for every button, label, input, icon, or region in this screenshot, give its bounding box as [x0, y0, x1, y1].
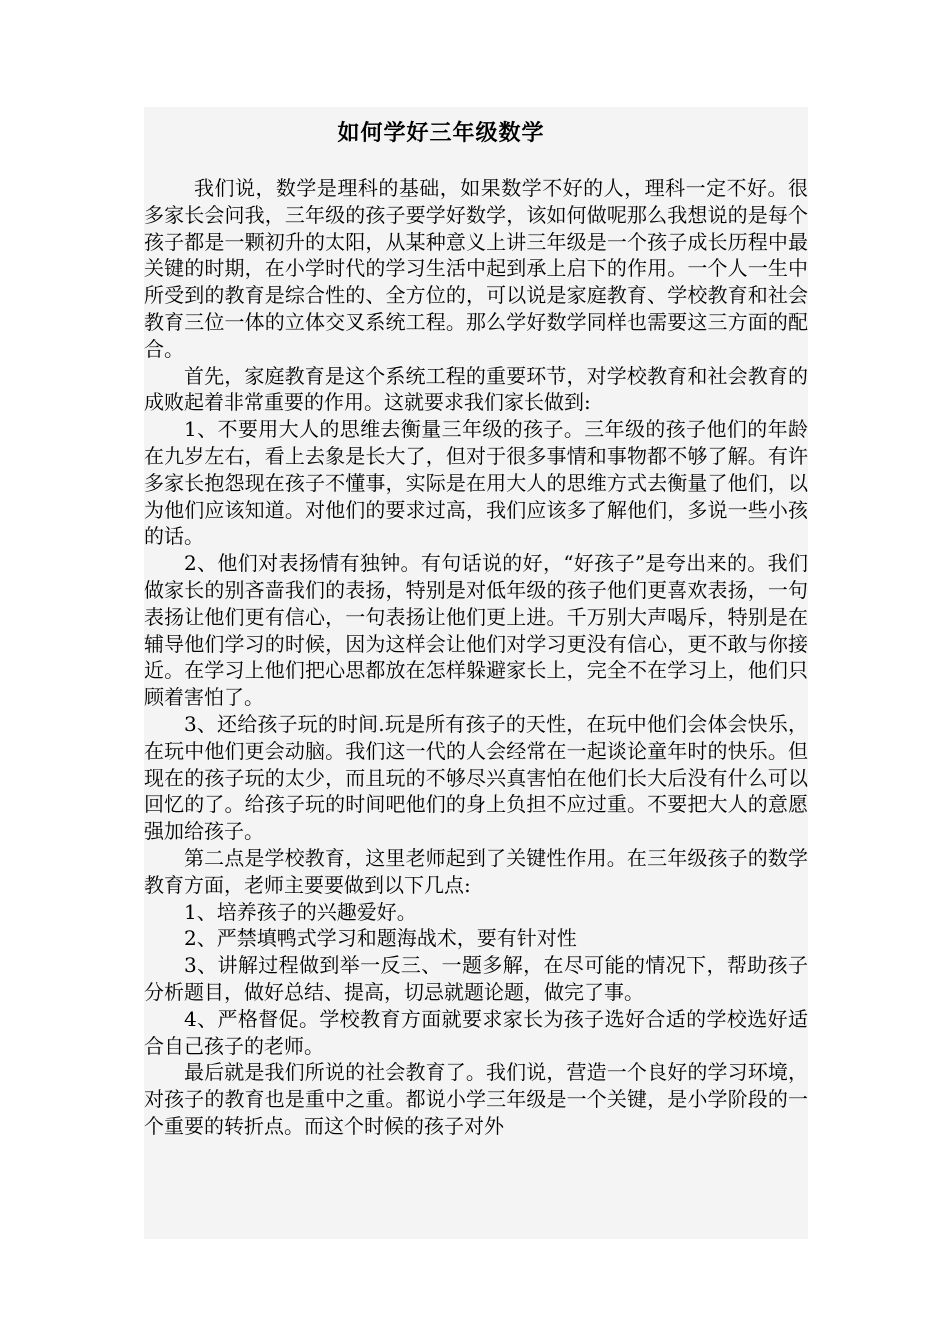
paragraph-school-point-1: 1、培养孩子的兴趣爱好。	[184, 899, 417, 924]
paragraph-school-point-3: 3、讲解过程做到举一反三、一题多解，在尽可能的情况下，帮助孩子分析题目，做好总结、提高，切忌就题论题，做完了事。	[144, 953, 808, 1004]
document-title: 如何学好三年级数学	[337, 120, 545, 146]
paragraph-school-education: 第二点是学校教育，这里老师起到了关键性作用。在三年级孩子的数学教育方面，老师主要要做到以下几点:	[144, 845, 808, 897]
paragraph-school-point-4: 4、严格督促。学校教育方面就要求家长为孩子选好合适的学校选好适合自己孩子的老师。	[144, 1006, 808, 1058]
paragraph-school-point-2: 2、严禁填鸭式学习和题海战术，要有针对性	[184, 926, 577, 951]
paragraph-family-education: 首先，家庭教育是这个系统工程的重要环节，对学校教育和社会教育的成败起着非常重要的作用。这就要求我们家长做到:	[144, 363, 808, 415]
paragraph-social-education: 最后就是我们所说的社会教育了。我们说，营造一个良好的学习环境，对孩子的教育也是重中之重。都说小学三年级是一个关键，是小学阶段的一个重要的转折点。而这个时候的孩子对外	[144, 1060, 808, 1138]
paragraph-intro: 我们说，数学是理科的基础，如果数学不好的人，理科一定不好。很多家长会问我，三年级的孩子要学好数学，该如何做呢那么我想说的是每个孩子都是一颗初升的太阳，从某种意义上讲三年级是一个孩子成长历程中最关键的时期，在小学时代的学习生活中起到承上启下的作用。一个人一生中所受到的教育是综合性的、全方位的，可以说是家庭教育、学校教育和社会教育三位一体的立体交叉系统工程。那么学好数学同样也需要这三方面的配合。	[144, 176, 808, 361]
document-text-block	[144, 107, 808, 1239]
paragraph-family-point-3: 3、还给孩子玩的时间.玩是所有孩子的天性，在玩中他们会体会快乐，在玩中他们更会动脑。我们这一代的人会经常在一起谈论童年时的快乐。但现在的孩子玩的太少，而且玩的不够尽兴真害怕在他们长大后没有什么可以回忆的了。给孩子玩的时间吧他们的身上负担不应过重。不要把大人的意愿强加给孩子。	[144, 711, 808, 844]
paragraph-family-point-1: 1、不要用大人的思维去衡量三年级的孩子。三年级的孩子他们的年龄在九岁左右，看上去象是长大了，但对于很多事情和事物都不够了解。有许多家长抱怨现在孩子不懂事，实际是在用大人的思维方式去衡量了他们，以为他们应该知道。对他们的要求过高，我们应该多了解他们，多说一些小孩的话。	[144, 417, 808, 549]
document-body	[144, 175, 808, 1140]
paragraph-family-point-2: 2、他们对表扬情有独钟。有句话说的好，“好孩子”是夸出来的。我们做家长的别吝啬我们的表扬，特别是对低年级的孩子他们更喜欢表扬，一句表扬让他们更有信心，一句表扬让他们更上进。千万别大声喝斥，特别是在辅导他们学习的时候，因为这样会让他们对学习更没有信心，更不敢与你接近。在学习上他们把心思都放在怎样躲避家长上，完全不在学习上，他们只顾着害怕了。	[144, 551, 808, 710]
